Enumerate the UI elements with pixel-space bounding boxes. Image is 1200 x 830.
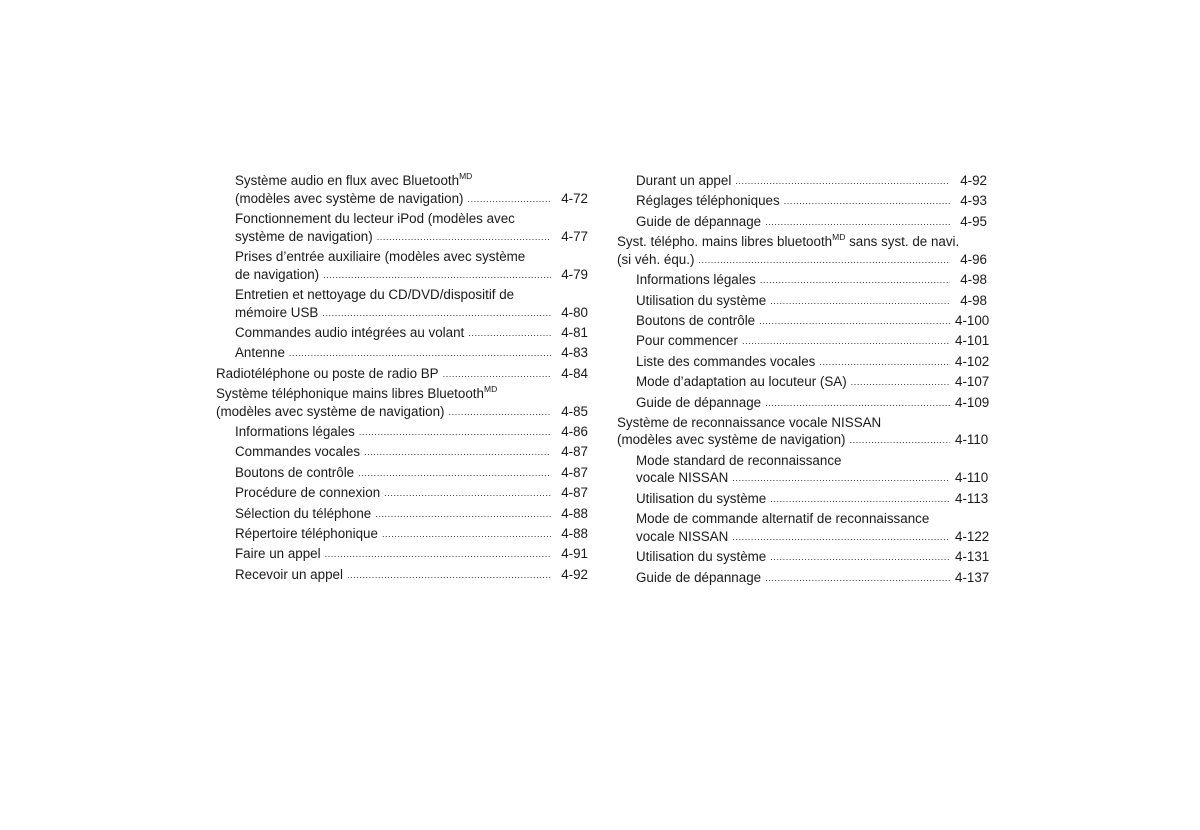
toc-entry-line [636, 312, 990, 332]
toc-page-number: 4-87 [561, 464, 588, 480]
toc-page-number: 4-86 [561, 424, 588, 440]
dot-leader [382, 526, 551, 544]
toc-page-number: 4-98 [960, 272, 987, 288]
toc-entry-title: Faire un appel [235, 546, 321, 562]
toc-entry[interactable] [216, 505, 588, 525]
dot-leader [850, 432, 951, 450]
dot-leader [443, 366, 551, 384]
toc-page-number: 4-88 [561, 526, 588, 542]
toc-entry[interactable] [617, 452, 987, 489]
toc-entry-line [617, 251, 987, 271]
toc-entry-line [235, 304, 588, 324]
toc-entry-line [235, 464, 588, 484]
toc-entry-line [235, 566, 588, 586]
toc-entry-line [235, 505, 588, 525]
toc-entry-title: (modèles avec système de navigation) [216, 403, 445, 419]
toc-entry[interactable] [617, 332, 990, 352]
toc-entry[interactable] [216, 344, 588, 364]
toc-entry[interactable] [216, 566, 588, 586]
dot-leader [377, 229, 551, 247]
toc-page-number: 4-137 [955, 569, 990, 585]
toc-entry[interactable] [216, 464, 588, 484]
toc-entry-line [636, 373, 990, 393]
toc-entry[interactable] [617, 490, 987, 510]
toc-entry-title: vocale NISSAN [636, 528, 729, 544]
toc-page-number: 4-113 [955, 490, 989, 506]
toc-page-number: 4-96 [960, 251, 987, 267]
toc-entry-heading-suffix: sans syst. de navi. [845, 234, 960, 250]
toc-entry-line [636, 528, 990, 548]
toc-entry-title: Boutons de contrôle [636, 312, 756, 328]
toc-entry[interactable] [216, 423, 588, 443]
toc-entry-line [216, 365, 588, 385]
toc-entry[interactable] [216, 484, 588, 504]
toc-entry-title: Réglages téléphoniques [636, 193, 780, 209]
toc-entry-heading-text: Fonctionnement du lecteur iPod (modèles avec [235, 210, 515, 226]
dot-leader [735, 173, 950, 191]
toc-page-number: 4-77 [561, 228, 588, 244]
toc-entry[interactable] [617, 213, 987, 233]
toc-entry[interactable] [216, 210, 588, 247]
toc-page-number: 4-110 [955, 432, 989, 448]
toc-entry-heading-text: Entretien et nettoyage du CD/DVD/dispositif de [235, 286, 515, 302]
dot-leader [289, 345, 551, 363]
dot-leader [770, 491, 950, 509]
toc-entry-line [636, 292, 987, 312]
toc-page-number: 4-88 [561, 505, 588, 521]
toc-entry-line [636, 548, 990, 568]
toc-entry-heading-line [235, 172, 588, 190]
dot-leader [732, 470, 950, 488]
toc-entry[interactable] [216, 443, 588, 463]
toc-entry-title: Recevoir un appel [235, 566, 343, 582]
toc-page-number: 4-98 [960, 292, 987, 308]
toc-entry[interactable] [617, 353, 990, 373]
dot-leader [698, 252, 950, 270]
toc-page-number: 4-83 [561, 345, 588, 361]
toc-entry-line [636, 353, 990, 373]
toc-page-number: 4-85 [561, 403, 588, 419]
toc-entry-line [235, 228, 588, 248]
toc-entry-line [636, 394, 990, 414]
dot-leader [325, 546, 551, 564]
dot-leader [784, 193, 950, 211]
toc-entry-title: Commandes audio intégrées au volant [235, 324, 465, 340]
dot-leader [765, 214, 950, 232]
toc-entry-title: Guide de dépannage [636, 213, 762, 229]
dot-leader [742, 333, 950, 351]
toc-entry[interactable] [617, 569, 990, 589]
dot-leader [323, 267, 551, 285]
toc-entry[interactable] [216, 365, 588, 385]
toc-entry-title: mémoire USB [235, 304, 319, 320]
toc-entry-title: Liste des commandes vocales [636, 353, 816, 369]
toc-entry-heading-text: Mode de commande alternatif de reconnaissance [636, 511, 930, 527]
toc-entry[interactable] [216, 248, 588, 285]
toc-entry-title: (modèles avec système de navigation) [617, 432, 846, 448]
toc-entry-line [235, 190, 588, 210]
dot-leader [765, 395, 950, 413]
toc-page-number: 4-131 [955, 549, 990, 565]
dot-leader [760, 272, 950, 290]
dot-leader [364, 444, 551, 462]
toc-entry-title: Répertoire téléphonique [235, 526, 378, 542]
toc-page-number: 4-101 [955, 333, 990, 349]
toc-entry-title: Utilisation du système [636, 490, 767, 506]
toc-entry-line [235, 344, 588, 364]
trademark-superscript: MD [832, 231, 846, 242]
toc-entry-title: Radiotéléphone ou poste de radio BP [216, 365, 439, 381]
toc-entry[interactable] [617, 414, 987, 451]
toc-entry-heading-text: Mode standard de reconnaissance [636, 452, 842, 468]
toc-entry-title: (modèles avec système de navigation) [235, 190, 464, 206]
toc-entry-line [636, 172, 987, 192]
toc-entry-line [216, 403, 588, 423]
toc-entry-line [235, 423, 588, 443]
toc-entry[interactable] [216, 545, 588, 565]
toc-entry-title: Guide de dépannage [636, 569, 762, 585]
toc-entry-title: de navigation) [235, 266, 320, 282]
dot-leader [770, 293, 950, 311]
toc-page-number: 4-107 [955, 374, 990, 390]
toc-entry-line [235, 324, 588, 344]
toc-entry-title: Utilisation du système [636, 549, 767, 565]
toc-entry-title: Guide de dépannage [636, 394, 762, 410]
toc-page-number: 4-93 [960, 193, 987, 209]
toc-entry[interactable] [617, 192, 987, 212]
toc-entry[interactable] [617, 271, 987, 291]
trademark-superscript: MD [483, 383, 498, 394]
toc-page-number: 4-87 [561, 485, 588, 501]
toc-page-number: 4-72 [561, 190, 588, 206]
toc-page-number: 4-122 [955, 528, 990, 544]
toc-page-number: 4-110 [955, 470, 989, 486]
toc-entry-title: Durant un appel [636, 173, 732, 188]
toc-page-number: 4-92 [561, 566, 588, 582]
toc-entry-title: (si véh. équ.) [617, 251, 695, 267]
dot-leader [347, 567, 551, 585]
toc-entry-line [636, 332, 990, 352]
toc-entry-line [636, 192, 987, 212]
toc-entry[interactable] [617, 510, 990, 547]
dot-leader [375, 506, 551, 524]
dot-leader [819, 354, 950, 372]
toc-entry[interactable] [617, 172, 987, 192]
toc-page-number: 4-95 [960, 213, 987, 229]
toc-entry[interactable] [216, 324, 588, 344]
toc-page-number: 4-84 [561, 365, 588, 381]
toc-entry-line [617, 431, 987, 451]
toc-page-number: 4-92 [960, 173, 987, 188]
toc-entry-title: Procédure de connexion [235, 485, 381, 501]
toc-page-number: 4-79 [561, 266, 588, 282]
toc-entry-line [636, 469, 987, 489]
dot-leader [468, 191, 552, 209]
toc-entry-line [235, 525, 588, 545]
dot-leader [765, 570, 950, 588]
toc-entry-heading-line [235, 286, 588, 304]
toc-entry[interactable] [617, 373, 990, 393]
toc-entry-title: Informations légales [636, 272, 756, 288]
dot-leader [770, 549, 950, 567]
toc-entry-title: Pour commencer [636, 333, 738, 349]
toc-entry[interactable] [617, 292, 987, 312]
toc-entry[interactable] [216, 525, 588, 545]
toc-entry-title: Informations légales [235, 424, 355, 440]
toc-entry-line [235, 266, 588, 286]
toc-page-number: 4-100 [955, 312, 990, 328]
toc-entry-heading-line [617, 233, 987, 251]
dot-leader [468, 325, 551, 343]
toc-entry-heading-line [636, 510, 987, 528]
dot-leader [358, 465, 551, 483]
toc-entry-heading-text: Système audio en flux avec Bluetooth [235, 173, 460, 188]
dot-leader [759, 313, 950, 331]
toc-entry[interactable] [216, 172, 588, 209]
toc-entry-title: Antenne [235, 345, 285, 361]
toc-entry[interactable] [216, 385, 588, 422]
toc-entry-line [636, 490, 987, 510]
toc-entry-heading-text: Système de reconnaissance vocale NISSAN [617, 414, 882, 430]
toc-entry-heading-line [235, 210, 588, 228]
toc-entry[interactable] [617, 312, 990, 332]
toc-entry-heading-text: Syst. télépho. mains libres bluetooth [617, 234, 833, 250]
toc-page-number: 4-91 [561, 546, 588, 562]
toc-entry-title: système de navigation) [235, 228, 373, 244]
toc-entry-line [235, 443, 588, 463]
toc-page-number: 4-87 [561, 444, 588, 460]
toc-entry-heading-line [235, 248, 588, 266]
toc-entry-heading-line [216, 385, 588, 403]
toc-entry-title: Boutons de contrôle [235, 464, 355, 480]
toc-entry-title: Commandes vocales [235, 444, 361, 460]
trademark-superscript: MD [459, 170, 473, 181]
toc-entry-line [636, 213, 987, 233]
toc-page-number: 4-102 [955, 353, 990, 369]
toc-entry[interactable] [617, 548, 990, 568]
dot-leader [732, 529, 950, 547]
toc-entry-line [636, 271, 987, 291]
toc-entry-heading-line [617, 414, 987, 432]
toc-entry-title: Mode d’adaptation au locuteur (SA) [636, 374, 847, 390]
toc-page-number: 4-80 [561, 304, 588, 320]
dot-leader [359, 424, 551, 442]
toc-entry-title: Utilisation du système [636, 292, 767, 308]
dot-leader [449, 404, 552, 422]
toc-left-column [216, 172, 588, 585]
dot-leader [851, 374, 950, 392]
toc-entry-heading-text: Prises d’entrée auxiliaire (modèles avec système [235, 248, 526, 264]
dot-leader [322, 305, 551, 323]
dot-leader [384, 485, 551, 503]
toc-entry-heading-text: Système téléphonique mains libres Bluetooth [216, 386, 484, 402]
toc-entry-heading-line [636, 452, 987, 470]
toc-page-number: 4-109 [955, 394, 990, 410]
toc-entry[interactable] [617, 233, 987, 270]
toc-entry-line [636, 569, 990, 589]
toc-page-number: 4-81 [561, 324, 588, 340]
toc-entry[interactable] [216, 286, 588, 323]
toc-entry[interactable] [617, 394, 990, 414]
toc-right-column [617, 172, 990, 588]
toc-entry-title: vocale NISSAN [636, 470, 729, 486]
toc-entry-line [235, 545, 588, 565]
toc-entry-title: Sélection du téléphone [235, 505, 372, 521]
toc-entry-line [235, 484, 588, 504]
